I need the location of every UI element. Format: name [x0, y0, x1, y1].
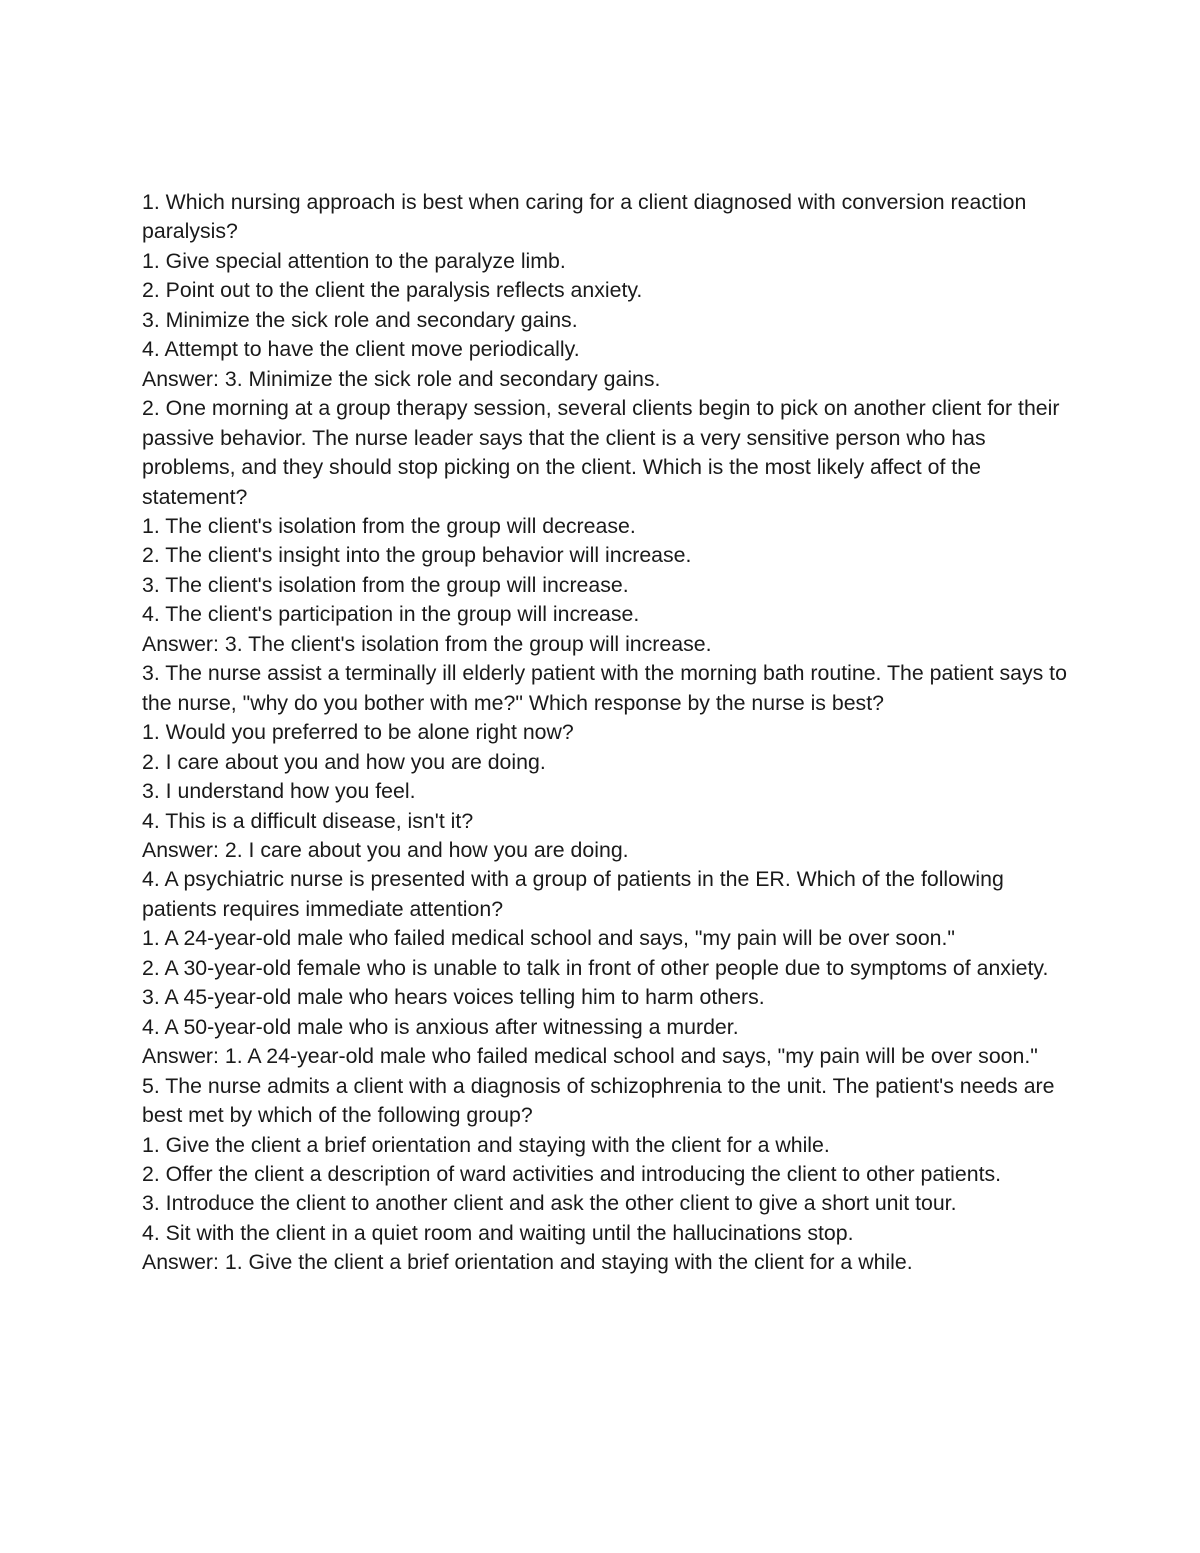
answer-option: 2. Offer the client a description of ward activities and introducing the client to other patients.: [142, 1161, 1002, 1186]
correct-answer: Answer: 2. I care about you and how you are doing.: [142, 837, 629, 862]
answer-option: 3. I understand how you feel.: [142, 779, 416, 804]
question-block-5: [142, 1072, 1072, 1278]
question-block-3: [142, 659, 1072, 865]
answer-option: 4. Attempt to have the client move periodically.: [142, 337, 580, 362]
question-stem: 2. One morning at a group therapy session, several clients begin to pick on another client for their passive behavior. The nurse leader says that the client is a very sensitive person who has problems, and they should stop picking on the client. Which is the most likely affect of the statement?: [142, 396, 1060, 509]
question-stem: 1. Which nursing approach is best when caring for a client diagnosed with conversion reaction paralysis?: [142, 190, 1027, 244]
question-block-1: [142, 188, 1072, 394]
answer-option: 1. Would you preferred to be alone right now?: [142, 720, 574, 745]
answer-option: 3. A 45-year-old male who hears voices telling him to harm others.: [142, 985, 765, 1010]
correct-answer: Answer: 1. Give the client a brief orientation and staying with the client for a while.: [142, 1250, 913, 1275]
document-body: [142, 188, 1072, 1278]
answer-option: 3. The client's isolation from the group will increase.: [142, 572, 629, 597]
answer-option: 2. The client's insight into the group behavior will increase.: [142, 543, 692, 568]
answer-option: 3. Minimize the sick role and secondary gains.: [142, 307, 578, 332]
question-block-2: [142, 394, 1072, 659]
answer-option: 1. Give the client a brief orientation and staying with the client for a while.: [142, 1132, 830, 1157]
answer-option: 4. Sit with the client in a quiet room and waiting until the hallucinations stop.: [142, 1220, 854, 1245]
answer-option: 1. A 24-year-old male who failed medical school and says, "my pain will be over soon.": [142, 926, 955, 951]
answer-option: 3. Introduce the client to another client and ask the other client to give a short unit tour.: [142, 1191, 957, 1216]
correct-answer: Answer: 1. A 24-year-old male who failed medical school and says, "my pain will be over soon.": [142, 1044, 1038, 1069]
question-stem: 3. The nurse assist a terminally ill elderly patient with the morning bath routine. The patient says to the nurse, "why do you bother with me?" Which response by the nurse is best?: [142, 661, 1067, 715]
question-stem: 5. The nurse admits a client with a diagnosis of schizophrenia to the unit. The patient's needs are best met by which of the following group?: [142, 1073, 1055, 1128]
answer-option: 2. I care about you and how you are doing.: [142, 749, 546, 774]
answer-option: 2. Point out to the client the paralysis reflects anxiety.: [142, 278, 643, 303]
answer-option: 4. A 50-year-old male who is anxious after witnessing a murder.: [142, 1014, 739, 1039]
answer-option: 4. The client's participation in the group will increase.: [142, 602, 640, 627]
answer-option: 4. This is a difficult disease, isn't it?: [142, 808, 474, 833]
question-stem: 4. A psychiatric nurse is presented with a group of patients in the ER. Which of the following patients requires immediate attention?: [142, 867, 1004, 921]
answer-option: 1. Give special attention to the paralyze limb.: [142, 248, 566, 273]
correct-answer: Answer: 3. The client's isolation from the group will increase.: [142, 631, 712, 656]
answer-option: 2. A 30-year-old female who is unable to talk in front of other people due to symptoms of anxiety.: [142, 955, 1049, 980]
answer-option: 1. The client's isolation from the group will decrease.: [142, 513, 636, 538]
correct-answer: Answer: 3. Minimize the sick role and secondary gains.: [142, 366, 661, 391]
question-block-4: [142, 865, 1072, 1071]
